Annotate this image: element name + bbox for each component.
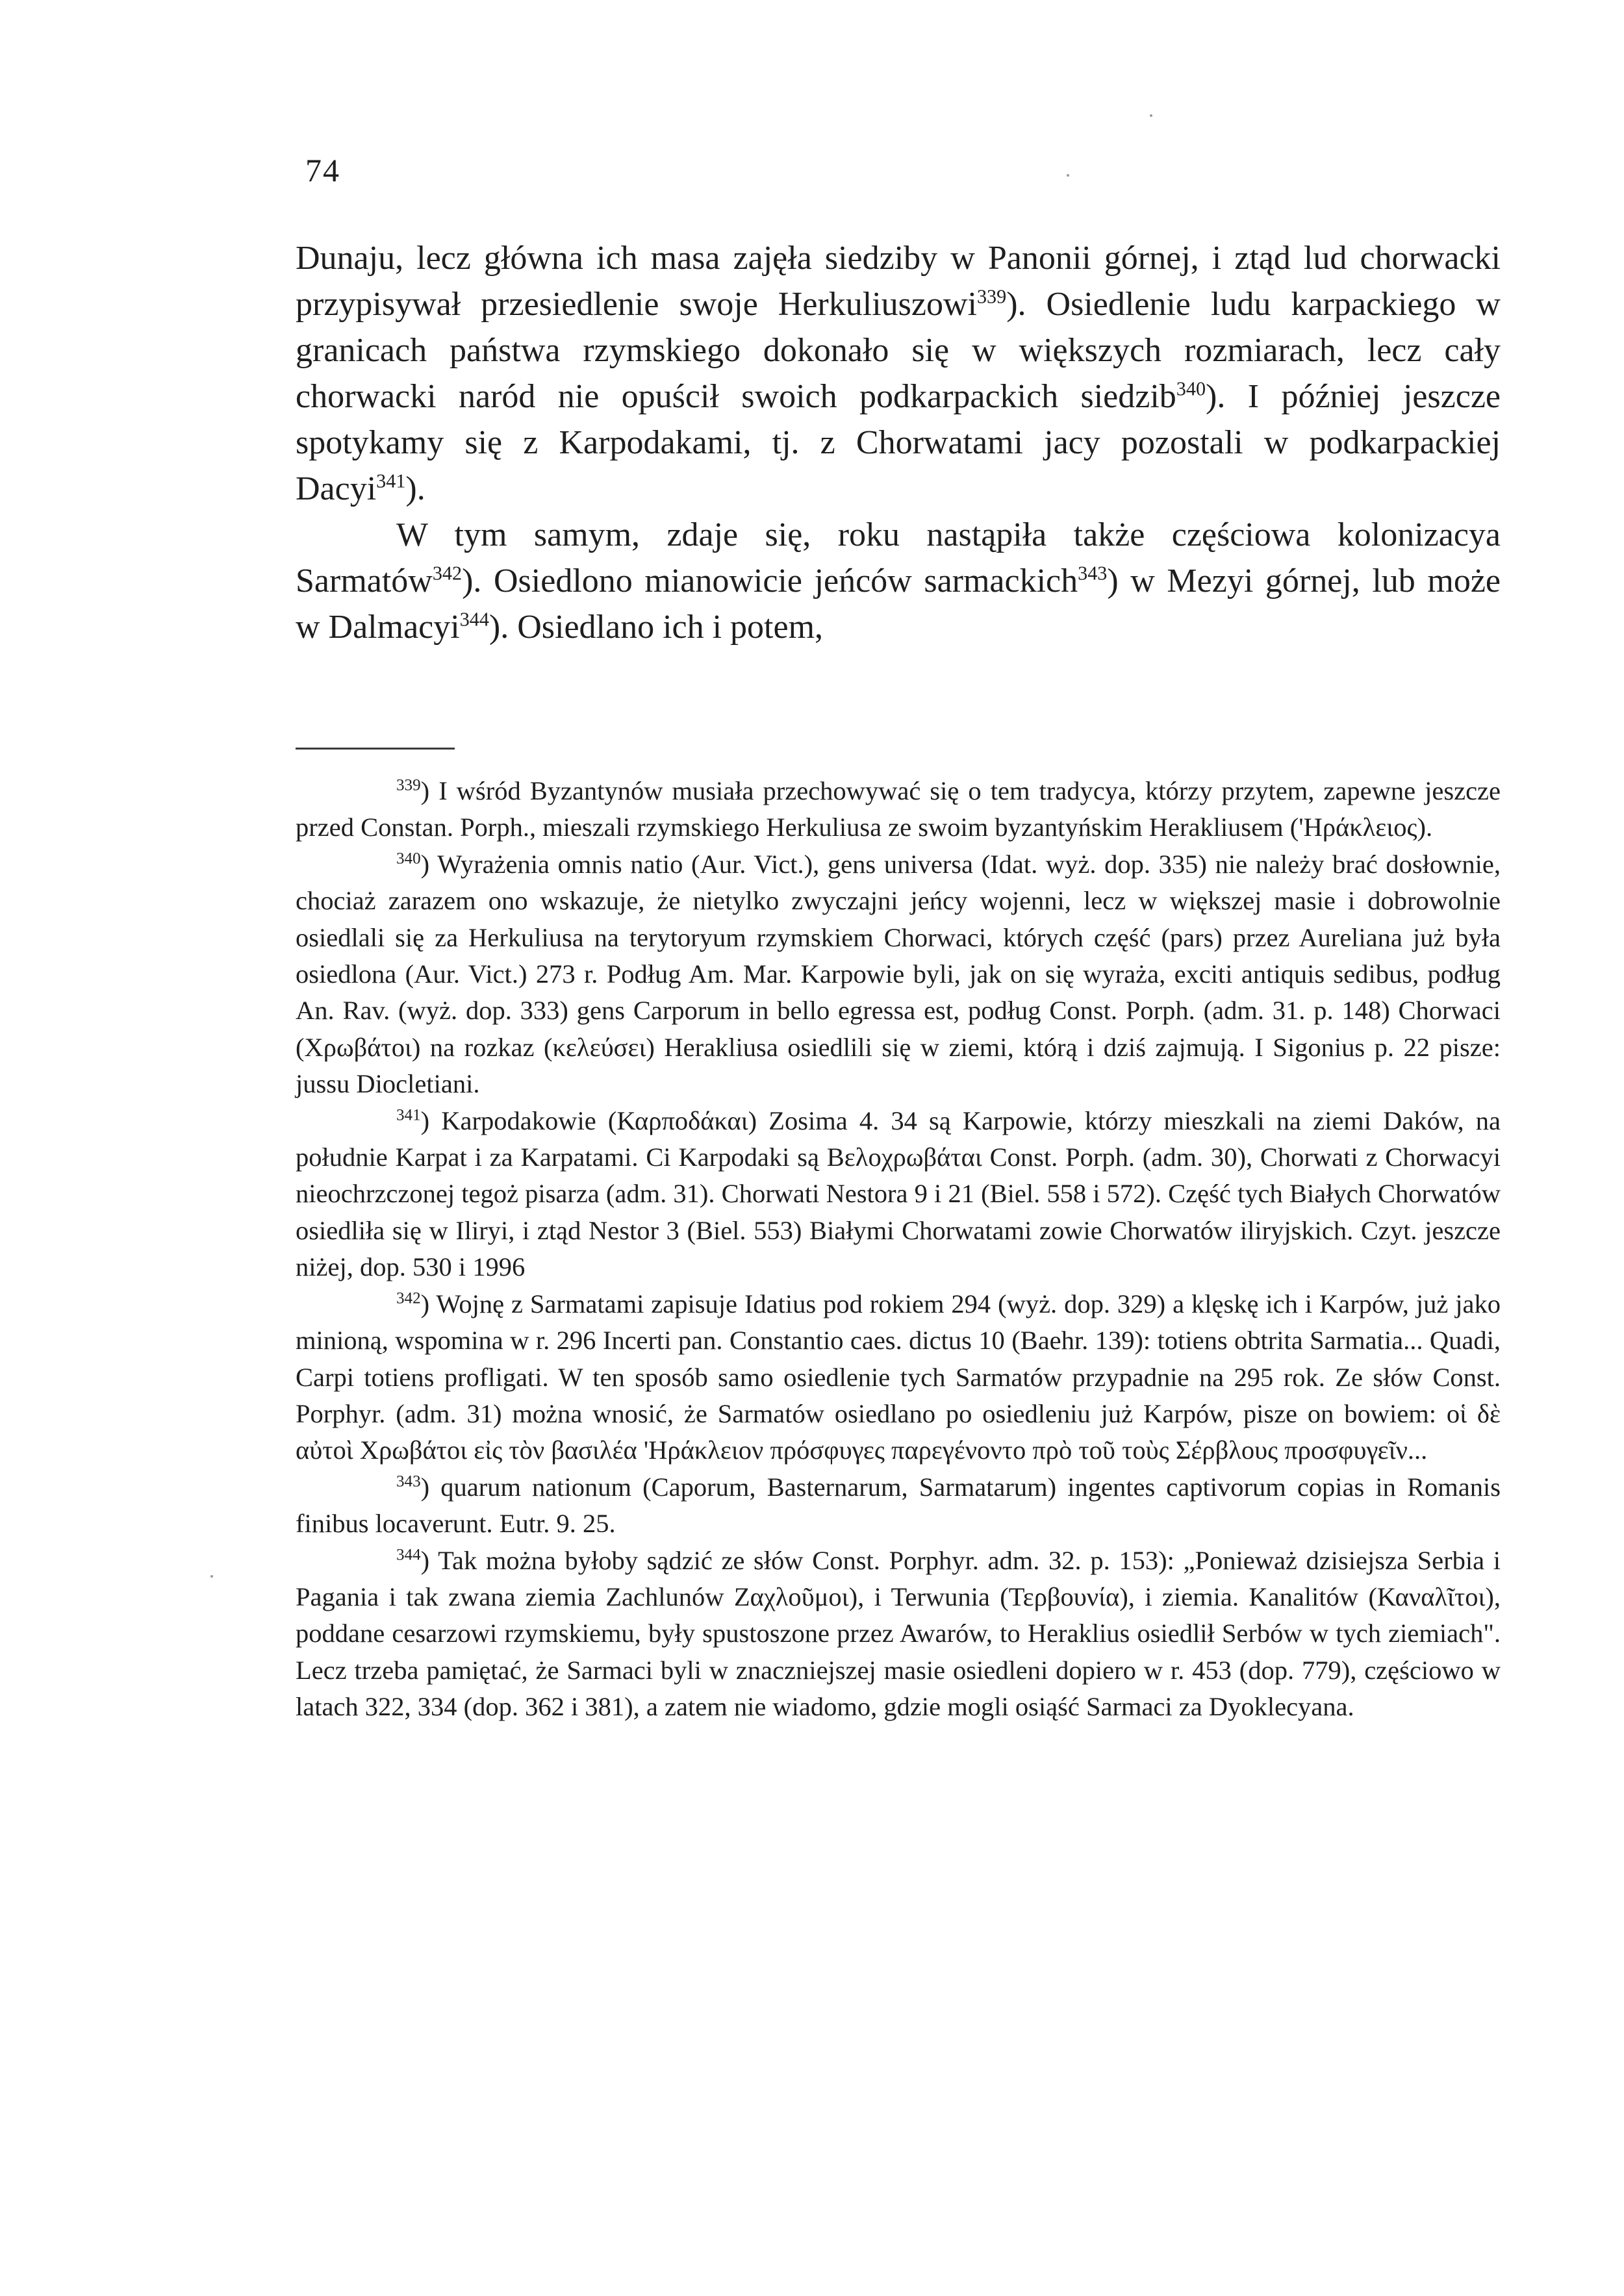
page-number: 74 [305, 152, 340, 188]
paragraph-text: Dunaju, lecz główna ich masa zajęła siedziby w Panonii górnej, i ztąd lud chorwacki przypisywał przesiedlenie swoje Herkuliuszowi [296, 240, 1501, 323]
footnote-reference: 342 [432, 562, 463, 585]
paragraph-text: ). Osiedlenie ludu karpackiego w granicach państwa rzymskiego dokonało się w większych rozmiarach, lecz cały chorwacki naród nie opuścił swoich podkarpackich siedzib [296, 286, 1501, 415]
footnote-number: 343 [396, 1472, 421, 1491]
scan-speck [1067, 174, 1069, 177]
footnote-344 [296, 1543, 1501, 1726]
footnote-text: ) I wśród Byzantynów musiała przechowywać się o tem tradycya, którzy przytem, zapewne jeszcze przed Constan. Porph., mieszali rzymskiego Herkuliusa ze swoim byzantyńskim Herakliusem ('Ηράκλειος). [296, 776, 1501, 842]
paragraph-text: ) w Mezyi górnej, lub może w Dalmacyi [296, 562, 1501, 646]
footnote-number: 341 [396, 1106, 421, 1124]
scan-speck [210, 1575, 213, 1578]
footnote-343 [296, 1469, 1501, 1543]
footnote-339 [296, 773, 1501, 846]
footnote-reference: 340 [1176, 377, 1206, 400]
footnote-reference: 343 [1078, 562, 1108, 585]
footnote-number: 339 [396, 776, 421, 794]
footnote-text: ) Wojnę z Sarmatami zapisuje Idatius pod rokiem 294 (wyż. dop. 329) a klęskę ich i Karpów, już jako minioną, wspomina w r. 296 Incerti pan. Constantio caes. dictus 10 (Baehr. 139): totiens obtrita Sarmatia... Quadi, Carpi totiens profligati. W ten sposób samo osiedlenie tych Sarmatów przypadnie na 295 rok. Ze słów Const. Porphyr. (adm. 31) można wnosić, że Sarmatów osiedlano po osiedleniu już Karpów, pisze on bowiem: οἱ δὲ αὐτοὶ Χρωβάτοι εἰς τὸν βασιλέα 'Ηράκλειον πρόσφυγες παρεγένοντο πρὸ τοῦ τοὺς Σέρβλους προσφυγεῖν... [296, 1289, 1501, 1465]
footnote-text: ) quarum nationum (Caporum, Basternarum, Sarmatarum) ingentes captivorum copias in Romanis finibus locaverunt. Eutr. 9. 25. [296, 1472, 1501, 1539]
footnote-number: 340 [396, 850, 421, 868]
paragraph-text: ). Osiedlano ich i potem, [488, 609, 824, 646]
footnote-reference: 344 [459, 608, 489, 631]
footnote-separator [296, 748, 455, 750]
footnote-342 [296, 1286, 1501, 1469]
footnote-340 [296, 846, 1501, 1103]
footnote-text: ) Tak można byłoby sądzić ze słów Const. Porphyr. adm. 32. p. 153): „Ponieważ dzisiejsza Serbia i Pagania i tak zwana ziemia Zachlunów Ζαχλοῦμοι), i Terwunia (Τερβουνία), i ziemia. Kanalitów (Καναλῖτοι), poddane cesarzowi rzymskiemu, były spustoszone przez Awarów, to Heraklius osiedlił Serbów w tych ziemiach". Lecz trzeba pamiętać, że Sarmaci byli w znaczniejszej masie osiedleni dopiero w r. 453 (dop. 779), częściowo w latach 322, 334 (dop. 362 i 381), a zatem nie wiadomo, gdzie mogli osiąść Sarmaci za Dyoklecyana. [296, 1545, 1501, 1722]
footnotes [296, 773, 1501, 1726]
footnote-text: ) Karpodakowie (Καρποδάκαι) Zosima 4. 34 są Karpowie, którzy mieszkali na ziemi Daków, na południe Karpat i za Karpatami. Ci Karpodaki są Βελοχρωβάται Const. Porph. (adm. 30), Chorwati z Chorwacyi nieochrzczonej tegoż pisarza (adm. 31). Chorwati Nestora 9 i 21 (Biel. 558 i 572). Część tych Białych Chorwatów osiedliła się w Iliryi, i ztąd Nestor 3 (Biel. 553) Białymi Chorwatami zowie Chorwatów iliryjskich. Czyt. jeszcze niżej, dop. 530 i 1996 [296, 1105, 1501, 1282]
main-text [296, 235, 1501, 650]
paragraph-text: ). [405, 470, 425, 507]
footnote-number: 344 [396, 1545, 421, 1563]
paragraph-text: ). Osiedlono mianowicie jeńców sarmackich [462, 562, 1078, 599]
footnote-reference: 339 [976, 285, 1007, 308]
main-paragraph [296, 235, 1501, 512]
footnote-341 [296, 1103, 1501, 1286]
paragraph-text: ). I później jeszcze spotykamy się z Karpodakami, tj. z Chorwatami jacy pozostali w podkarpackiej Dacyi [296, 378, 1501, 507]
paragraph-text: W tym samym, zdaje się, roku nastąpiła także częściowa kolonizacya Sarmatów [296, 516, 1501, 599]
main-paragraph [296, 512, 1501, 650]
footnote-text: ) Wyrażenia omnis natio (Aur. Vict.), gens universa (Idat. wyż. dop. 335) nie należy brać dosłownie, chociaż zarazem ono wskazuje, że nietylko zwyczajni jeńcy wojenni, lecz w większej masie i dobrowolnie osiedlali się za Herkuliusa na terytoryum rzymskiem Chorwaci, których część (pars) przez Aureliana już była osiedlona (Aur. Vict.) 273 r. Podług Am. Mar. Karpowie byli, jak on się wyraża, exciti antiquis sedibus, podług An. Rav. (wyż. dop. 333) gens Carporum in bello egressa est, podług Const. Porph. (adm. 31. p. 148) Chorwaci (Χρωβάτοι) na rozkaz (κελεύσει) Herakliusa osiedlili się w ziemi, którą i dziś zajmują. I Sigonius p. 22 pisze: jussu Diocletiani. [296, 849, 1501, 1099]
scan-speck [1150, 114, 1152, 117]
footnote-reference: 341 [376, 470, 406, 492]
footnote-number: 342 [396, 1289, 421, 1307]
